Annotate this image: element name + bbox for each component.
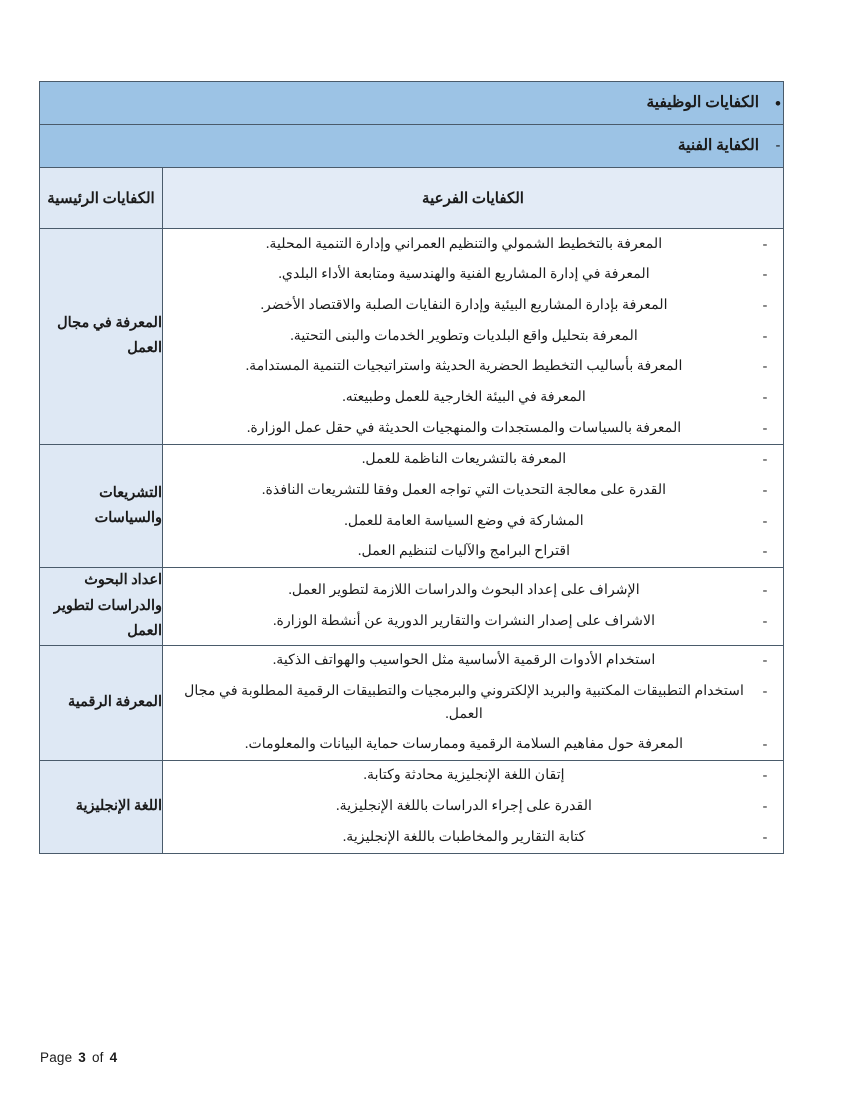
list-item-label: استخدام الأدوات الرقمية الأساسية مثل الحواسيب والهواتف الذكية. bbox=[272, 652, 656, 669]
list-item-label: المعرفة بالتخطيط الشمولي والتنظيم العمراني وإدارة التنمية المحلية. bbox=[265, 235, 663, 252]
main-competency-cell: المعرفة الرقمية bbox=[40, 645, 163, 760]
list-item-label: المعرفة بالسياسات والمستجدات والمنهجيات الحديثة في حقل عمل الوزارة. bbox=[246, 419, 682, 436]
list-item-label: استخدام التطبيقات المكتبية والبريد الإلكتروني والبرمجيات والتطبيقات الرقمية المطلوبة في مجال العمل. bbox=[184, 682, 744, 722]
list-item bbox=[163, 761, 783, 792]
competencies-table bbox=[39, 81, 784, 854]
dash-icon: - bbox=[762, 482, 768, 498]
table-row bbox=[40, 568, 784, 645]
list-item-label: كتابة التقارير والمخاطبات باللغة الإنجليزية. bbox=[342, 828, 586, 845]
banner-row-functional-competencies bbox=[40, 82, 784, 125]
dash-icon: - bbox=[762, 829, 768, 845]
table-row bbox=[40, 444, 784, 568]
list-item-label: الإشراف على إعداد البحوث والدراسات اللازمة لتطوير العمل. bbox=[288, 582, 640, 599]
list-item-label: القدرة على إجراء الدراسات باللغة الإنجليزية. bbox=[336, 798, 592, 815]
sub-competency-list bbox=[163, 576, 783, 637]
dash-icon: - bbox=[762, 267, 768, 283]
list-item bbox=[163, 413, 783, 444]
list-item-label: اقتراح البرامج والآليات لتنظيم العمل. bbox=[357, 543, 571, 560]
list-item bbox=[163, 606, 783, 637]
list-item-label: المعرفة بتحليل واقع البلديات وتطوير الخدمات والبنى التحتية. bbox=[290, 327, 638, 344]
dash-icon: - bbox=[762, 389, 768, 405]
dash-icon: - bbox=[762, 513, 768, 529]
dash-icon: - bbox=[762, 297, 768, 313]
list-item bbox=[163, 445, 783, 476]
list-item bbox=[163, 352, 783, 383]
list-item bbox=[163, 260, 783, 291]
list-item-label: المعرفة حول مفاهيم السلامة الرقمية وممارسات حماية البيانات والمعلومات. bbox=[244, 735, 684, 752]
list-item bbox=[163, 729, 783, 760]
list-item-label: القدرة على معالجة التحديات التي تواجه العمل وفقا للتشريعات النافذة. bbox=[261, 481, 667, 498]
footer-page-number: 3 bbox=[78, 1050, 87, 1065]
dash-icon: - bbox=[762, 420, 768, 436]
sub-competencies-cell bbox=[163, 645, 784, 760]
banner-label-functional: الكفايات الوظيفية bbox=[646, 94, 760, 112]
sub-competency-list bbox=[163, 761, 783, 853]
page-footer bbox=[38, 1050, 117, 1065]
dash-icon: - bbox=[762, 236, 768, 252]
list-item bbox=[163, 792, 783, 823]
column-header-sub-competencies: الكفايات الفرعية bbox=[163, 168, 784, 229]
list-item bbox=[163, 506, 783, 537]
table-body bbox=[40, 82, 784, 854]
dash-icon: - bbox=[762, 736, 768, 752]
sub-competency-list bbox=[163, 229, 783, 444]
main-competency-cell: اللغة الإنجليزية bbox=[40, 760, 163, 853]
banner-row-technical-competency bbox=[40, 125, 784, 168]
sub-competencies-cell bbox=[163, 444, 784, 568]
banner-cell-technical bbox=[40, 125, 784, 168]
dash-icon: - bbox=[762, 613, 768, 629]
list-item-label: المعرفة بالتشريعات الناظمة للعمل. bbox=[361, 451, 567, 468]
table-row bbox=[40, 229, 784, 445]
main-competency-cell: التشريعات والسياسات bbox=[40, 444, 163, 568]
sub-competencies-cell bbox=[163, 568, 784, 645]
list-item-label: الاشراف على إصدار النشرات والتقارير الدورية عن أنشطة الوزارة. bbox=[272, 612, 656, 629]
dash-icon: - bbox=[762, 328, 768, 344]
list-item-label: المعرفة بأساليب التخطيط الحضرية الحديثة واستراتيجيات التنمية المستدامة. bbox=[245, 358, 683, 375]
banner-content bbox=[40, 135, 783, 157]
dash-icon: - bbox=[762, 452, 768, 468]
dash-icon: - bbox=[762, 583, 768, 599]
sub-competencies-cell bbox=[163, 760, 784, 853]
list-item bbox=[163, 576, 783, 607]
banner-cell-functional bbox=[40, 82, 784, 125]
list-item bbox=[163, 646, 783, 677]
list-item-label: المعرفة في إدارة المشاريع الفنية والهندسية ومتابعة الأداء البلدي. bbox=[278, 266, 650, 283]
list-item bbox=[163, 537, 783, 568]
bullet-icon: • bbox=[775, 93, 781, 113]
table-header-row bbox=[40, 168, 784, 229]
list-item-label: المعرفة بإدارة المشاريع البيئية وإدارة النفايات الصلبة والاقتصاد الأخضر. bbox=[260, 296, 668, 313]
main-competency-cell: اعداد البحوث والدراسات لتطوير العمل bbox=[40, 568, 163, 645]
list-item-label: المشاركة في وضع السياسة العامة للعمل. bbox=[344, 512, 584, 529]
list-item bbox=[163, 676, 783, 729]
list-item-label: إتقان اللغة الإنجليزية محادثة وكتابة. bbox=[363, 767, 565, 784]
footer-page-word: Page bbox=[40, 1050, 73, 1065]
dash-icon: - bbox=[775, 138, 781, 154]
table-row bbox=[40, 645, 784, 760]
dash-icon: - bbox=[762, 544, 768, 560]
list-item bbox=[163, 822, 783, 853]
dash-icon: - bbox=[762, 799, 768, 815]
dash-icon: - bbox=[762, 683, 768, 699]
main-competency-cell: المعرفة في مجال العمل bbox=[40, 229, 163, 445]
sub-competency-list bbox=[163, 646, 783, 760]
list-item bbox=[163, 229, 783, 260]
table-row bbox=[40, 760, 784, 853]
dash-icon: - bbox=[762, 653, 768, 669]
sub-competency-list bbox=[163, 445, 783, 568]
column-header-main-competencies: الكفايات الرئيسية bbox=[40, 168, 163, 229]
banner-label-technical: الكفاية الفنية bbox=[677, 137, 760, 155]
sub-competencies-cell bbox=[163, 229, 784, 445]
list-item bbox=[163, 382, 783, 413]
banner-content bbox=[40, 92, 783, 114]
dash-icon: - bbox=[762, 768, 768, 784]
footer-total-pages: 4 bbox=[109, 1050, 118, 1065]
list-item bbox=[163, 321, 783, 352]
list-item bbox=[163, 290, 783, 321]
list-item bbox=[163, 475, 783, 506]
dash-icon: - bbox=[762, 359, 768, 375]
list-item-label: المعرفة في البيئة الخارجية للعمل وطبيعته. bbox=[342, 388, 586, 405]
footer-of-word: of bbox=[91, 1050, 104, 1065]
